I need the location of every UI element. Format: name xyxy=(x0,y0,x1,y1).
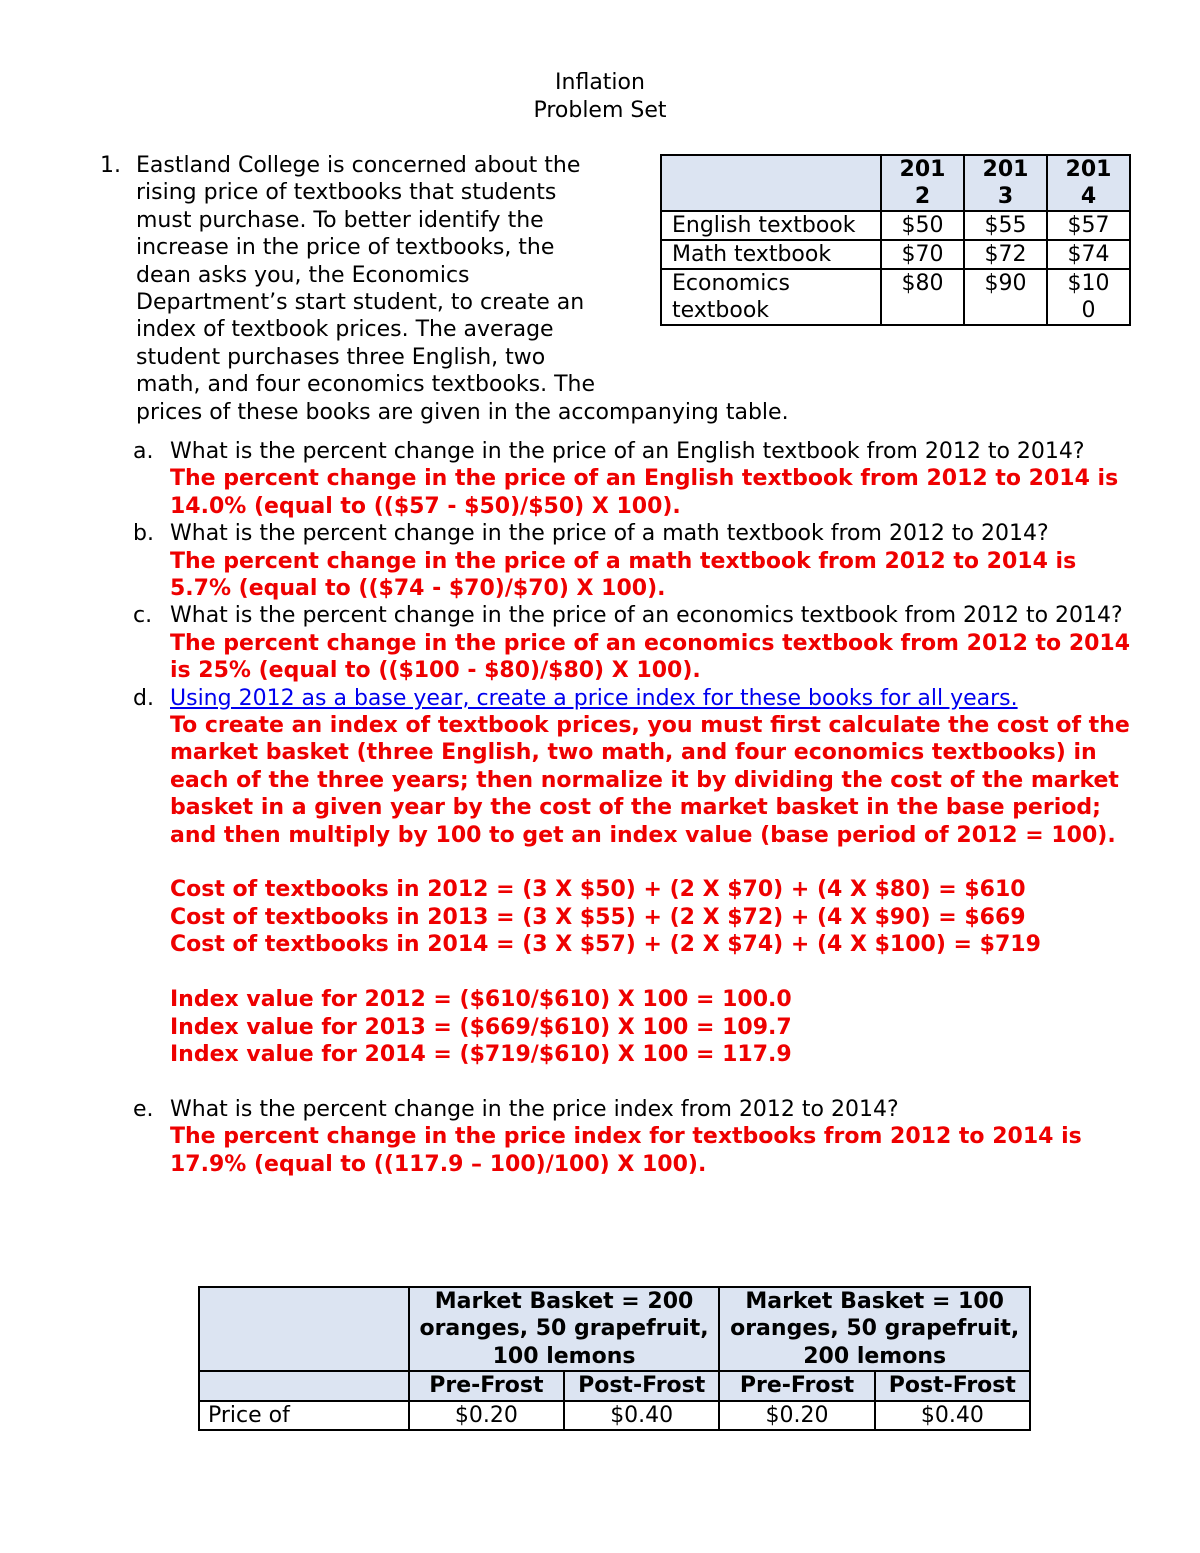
pre-frost-header: Pre-Frost xyxy=(409,1371,564,1400)
question-number: 1. xyxy=(100,153,121,178)
price-cell: $0.20 xyxy=(409,1401,564,1430)
question-line: Department’s start student, to create an xyxy=(136,290,585,316)
year-header: 201 3 xyxy=(964,155,1047,211)
document-subtitle: Problem Set xyxy=(533,98,667,123)
part-answer: To create an index of textbook prices, you must first calculate the cost of the market basket (three English, two math, and four economics textbooks) in each of the three years; then normalize it by dividing the cost of the market basket in a given year by the cost of the market basket in the base period; and then multiply by 100 to get an index value (base period of 2012 = 100). xyxy=(170,713,1130,848)
document-title: Inflation xyxy=(555,70,645,95)
price-cell: $72 xyxy=(964,240,1047,269)
table-row xyxy=(661,211,1130,240)
post-frost-header: Post-Frost xyxy=(564,1371,719,1400)
row-label: Economics textbook xyxy=(661,269,881,325)
part-e xyxy=(133,1096,1143,1178)
post-frost-header: Post-Frost xyxy=(875,1371,1030,1400)
part-question: What is the percent change in the price of a math textbook from 2012 to 2014? xyxy=(170,521,1049,547)
price-cell: $50 xyxy=(881,211,964,240)
table-header-row xyxy=(661,155,1130,211)
price-cell: $55 xyxy=(964,211,1047,240)
part-letter: b. xyxy=(133,521,154,547)
part-letter: a. xyxy=(133,439,154,464)
part-answer: The percent change in the price of an English textbook from 2012 to 2014 is 14.0% (equal to (($57 - $50)/$50) X 100). xyxy=(170,466,1119,519)
part-question: What is the percent change in the price of an English textbook from 2012 to 2014? xyxy=(170,439,1085,464)
table-subheader-row xyxy=(199,1371,1030,1400)
question-line: Eastland College is concerned about the xyxy=(136,153,581,178)
index-line: Index value for 2012 = ($610/$610) X 100 = 100.0 xyxy=(170,987,792,1013)
table-row xyxy=(199,1401,1030,1430)
empty-header-cell xyxy=(199,1371,409,1400)
price-cell: $0.20 xyxy=(719,1401,874,1430)
market-basket-table xyxy=(198,1286,1031,1431)
question-line: must purchase. To better identify the xyxy=(136,207,544,233)
part-answer: The percent change in the price index for textbooks from 2012 to 2014 is 17.9% (equal to ((117.9 – 100)/100) X 100). xyxy=(170,1124,1082,1177)
table-row xyxy=(661,240,1130,269)
basket-header: Market Basket = 200 oranges, 50 grapefruit, 100 lemons xyxy=(409,1287,720,1371)
index-line: Index value for 2013 = ($669/$610) X 100 = 109.7 xyxy=(170,1014,792,1040)
part-question: What is the percent change in the price index from 2012 to 2014? xyxy=(170,1096,899,1122)
table-row xyxy=(661,269,1130,325)
table-header-row xyxy=(199,1287,1030,1371)
part-letter: e. xyxy=(133,1096,154,1122)
question-line: increase in the price of textbooks, the xyxy=(136,235,555,261)
question-line: index of textbook prices. The average xyxy=(136,317,554,343)
year-header: 201 4 xyxy=(1047,155,1130,211)
cost-line: Cost of textbooks in 2013 = (3 X $55) + (2 X $72) + (4 X $90) = $669 xyxy=(170,904,1026,930)
price-cell: $10 0 xyxy=(1047,269,1130,325)
part-letter: c. xyxy=(133,603,153,629)
part-a xyxy=(133,438,1143,520)
part-question-link[interactable]: Using 2012 as a base year, create a price index for these books for all years. xyxy=(170,685,1018,711)
part-letter: d. xyxy=(133,685,154,711)
price-cell: $90 xyxy=(964,269,1047,325)
part-question: What is the percent change in the price of an economics textbook from 2012 to 2014? xyxy=(170,603,1123,629)
price-cell: $0.40 xyxy=(564,1401,719,1430)
question-line: student purchases three English, two xyxy=(136,344,546,370)
price-cell: $70 xyxy=(881,240,964,269)
question-line: dean asks you, the Economics xyxy=(136,262,470,288)
price-cell: $80 xyxy=(881,269,964,325)
part-answer: The percent change in the price of a math textbook from 2012 to 2014 is 5.7% (equal to (($74 - $70)/$70) X 100). xyxy=(170,548,1077,602)
question-line: math, and four economics textbooks. The xyxy=(136,372,596,398)
price-cell: $0.40 xyxy=(875,1401,1030,1430)
part-answer: The percent change in the price of an economics textbook from 2012 to 2014 is 25% (equal to (($100 - $80)/$80) X 100). xyxy=(170,630,1131,684)
row-label: Price of xyxy=(199,1401,409,1430)
question-line: prices of these books are given in the accompanying table. xyxy=(136,399,789,425)
cost-line: Cost of textbooks in 2012 = (3 X $50) + (2 X $70) + (4 X $80) = $610 xyxy=(170,877,1026,903)
index-line: Index value for 2014 = ($719/$610) X 100 = 117.9 xyxy=(170,1041,792,1067)
price-cell: $74 xyxy=(1047,240,1130,269)
empty-header-cell xyxy=(661,155,881,211)
part-b xyxy=(133,520,1143,602)
question-parts xyxy=(133,438,1143,1178)
question-line: rising price of textbooks that students xyxy=(136,180,557,206)
row-label: Math textbook xyxy=(661,240,881,269)
part-d xyxy=(133,685,1143,1096)
textbook-price-table xyxy=(660,154,1131,326)
row-label: English textbook xyxy=(661,211,881,240)
pre-frost-header: Pre-Frost xyxy=(719,1371,874,1400)
basket-header: Market Basket = 100 oranges, 50 grapefruit, 200 lemons xyxy=(719,1287,1030,1371)
part-c xyxy=(133,602,1143,684)
price-cell: $57 xyxy=(1047,211,1130,240)
empty-header-cell xyxy=(199,1287,409,1371)
year-header: 201 2 xyxy=(881,155,964,211)
cost-line: Cost of textbooks in 2014 = (3 X $57) + (2 X $74) + (4 X $100) = $719 xyxy=(170,932,1041,958)
